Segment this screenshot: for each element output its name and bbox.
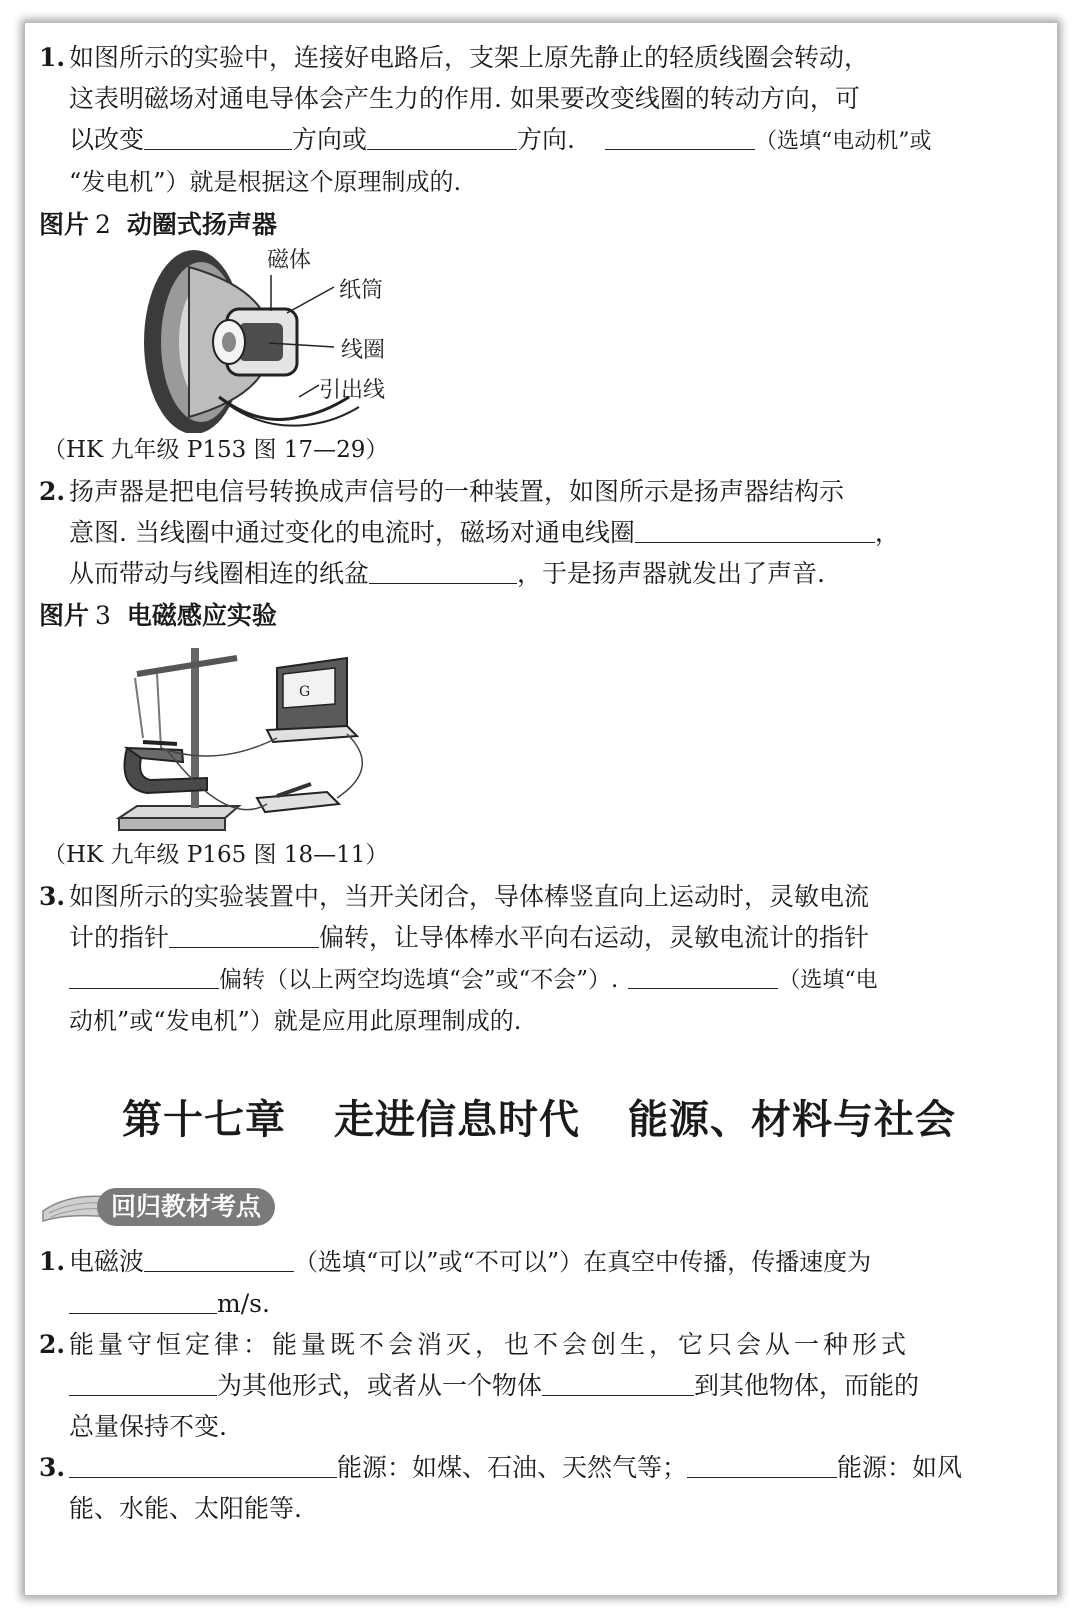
answer-blank[interactable] [69, 962, 219, 989]
question-1 [39, 37, 1039, 203]
apparatus-base [119, 806, 239, 818]
answer-blank[interactable] [542, 1369, 694, 1396]
question-number: 1. [39, 43, 66, 72]
question-text: 如图所示的实验装置中，当开关闭合，导体棒竖直向上运动时，灵敏电流 [69, 882, 870, 911]
question-text: 电磁波 [69, 1247, 145, 1276]
galvanometer-label: G [299, 684, 311, 700]
section-title: 回归教材考点 [97, 1188, 275, 1226]
question-number: 3. [39, 1453, 66, 1482]
review-question-3 [39, 1447, 1039, 1529]
question-text: 计的指针 [69, 923, 170, 952]
question-text: ，于是扬声器就发出了声音. [517, 559, 825, 588]
figure-title-text: 动圈式扬声器 [126, 210, 277, 239]
answer-blank[interactable] [687, 1451, 837, 1478]
conductor-rod [143, 742, 177, 744]
page-content [39, 33, 1039, 1529]
review-question-1 [39, 1241, 1039, 1324]
question-text: 能量守恒定律：能量既不会消灭，也不会创生，它只会从一种形式 [69, 1330, 911, 1359]
question-text: 如图所示的实验中，连接好电路后，支架上原先静止的轻质线圈会转动， [69, 43, 870, 72]
question-2 [39, 471, 1039, 594]
diagram-label: 引出线 [319, 378, 386, 403]
question-text-line [39, 958, 1039, 1001]
question-text: 到其他物体，而能的 [694, 1371, 920, 1400]
question-text: 总量保持不变. [69, 1412, 227, 1441]
diagram-label: 纸筒 [339, 278, 384, 303]
answer-blank[interactable] [605, 123, 755, 150]
question-text-line [39, 917, 1039, 958]
answer-blank[interactable] [69, 1287, 217, 1314]
question-text: ， [874, 518, 900, 547]
question-text: 偏转（以上两空均选填“会”或“不会”）. [219, 967, 619, 993]
answer-blank[interactable] [635, 516, 875, 543]
figure-label: 图片 [39, 210, 90, 239]
chapter-title [39, 1088, 1039, 1145]
answer-blank[interactable] [169, 921, 319, 948]
question-text-line [39, 1283, 1039, 1324]
review-question-2 [39, 1324, 1039, 1447]
question-text: （选填“可以”或“不可以”）在真空中传播，传播速度为 [294, 1248, 872, 1276]
question-text: m/s. [217, 1289, 270, 1318]
question-text: 方向或 [292, 125, 368, 154]
question-number: 3. [39, 882, 66, 911]
question-text: （选填“电动机”或 [754, 129, 932, 154]
chapter-title-part: 能源、材料与社会 [628, 1097, 956, 1143]
question-text: 偏转，让导体棒水平向右运动，灵敏电流计的指针 [319, 923, 870, 952]
answer-blank[interactable] [69, 1451, 337, 1478]
chapter-number: 第十七章 [122, 1097, 286, 1143]
question-number: 2. [39, 1330, 66, 1359]
question-text: 能源：如煤、石油、天然气等； [337, 1453, 688, 1482]
answer-blank[interactable] [628, 962, 778, 989]
figure-number: 3 [95, 601, 111, 630]
question-text: 从而带动与线圈相连的纸盆 [69, 559, 370, 588]
figure-label: 图片 [39, 601, 90, 630]
answer-blank[interactable] [144, 123, 292, 150]
worksheet-page [24, 22, 1058, 1596]
question-text: “发电机”）就是根据这个原理制成的. [69, 168, 462, 196]
question-text: 以改变 [69, 125, 145, 154]
figure-title-text: 电磁感应实验 [126, 601, 277, 630]
question-text-line [39, 553, 1039, 594]
question-number: 1. [39, 1247, 66, 1276]
question-text: 为其他形式，或者从一个物体 [217, 1371, 543, 1400]
question-text: （选填“电 [778, 968, 878, 993]
diagram-label: 磁体 [267, 248, 312, 273]
section-header [39, 1185, 1039, 1229]
figure-caption: （HK 九年级 P165 图 18—11） [43, 842, 389, 868]
figure-number: 2 [95, 210, 111, 239]
question-3 [39, 876, 1039, 1042]
question-text-line [39, 512, 1039, 553]
speaker-diagram [119, 247, 519, 433]
answer-blank[interactable] [367, 123, 517, 150]
question-text: 意图. 当线圈中通过变化的电流时，磁场对通电线圈 [69, 518, 635, 547]
answer-blank[interactable] [144, 1245, 294, 1272]
answer-blank[interactable] [369, 557, 517, 584]
question-text: 这表明磁场对通电导体会产生力的作用. 如果要改变线圈的转动方向，可 [69, 84, 860, 113]
answer-blank[interactable] [69, 1369, 217, 1396]
question-text: 动机”或“发电机”）就是应用此原理制成的. [69, 1007, 522, 1035]
question-text: 方向. [517, 125, 575, 154]
electromagnetic-induction-apparatus [107, 638, 407, 838]
figure-2-title [39, 203, 1039, 247]
figure-caption: （HK 九年级 P153 图 17—29） [43, 437, 389, 463]
figure-3-title [39, 594, 1039, 638]
switch [257, 792, 339, 812]
chapter-title-part: 走进信息时代 [334, 1097, 580, 1143]
question-text: 能源：如风 [837, 1453, 963, 1482]
question-number: 2. [39, 477, 66, 506]
question-text-line [39, 1365, 1039, 1406]
question-text: 扬声器是把电信号转换成声信号的一种装置，如图所示是扬声器结构示 [69, 477, 845, 506]
question-text-line [39, 119, 1039, 162]
diagram-label: 线圈 [341, 338, 386, 363]
question-text: 能、水能、太阳能等. [69, 1494, 302, 1523]
wire [161, 738, 277, 756]
